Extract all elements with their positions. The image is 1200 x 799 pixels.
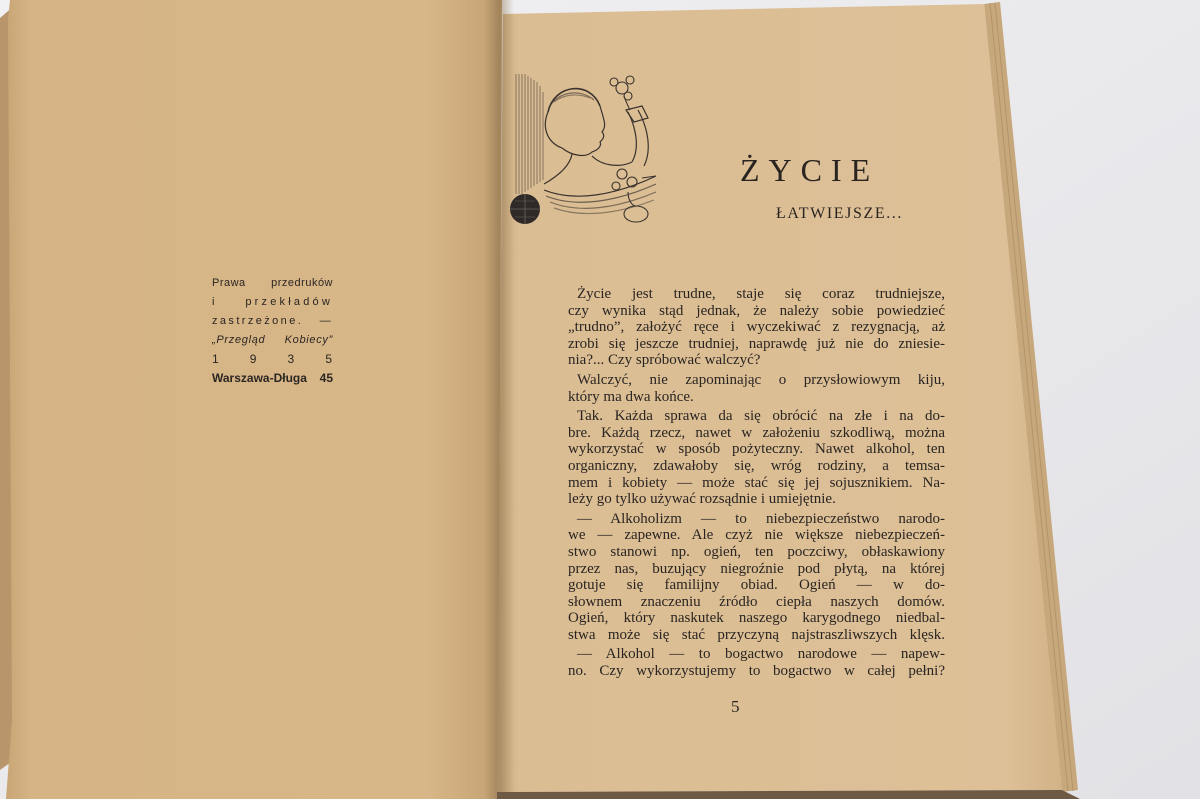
imprint-block xyxy=(212,274,333,388)
paragraph xyxy=(568,408,945,508)
text-line: stwo stanowi np. ogień, ten poczciwy, obłaskawiony xyxy=(568,543,945,560)
text-line: organiczny, zdawałoby się, wróg rodziny, a temsa- xyxy=(568,457,945,474)
text-line: Ogień, który naskutek naszego karygodnego niedbal- xyxy=(568,610,945,627)
text-line: wykorzystać w sposób pożyteczny. Nawet alkohol, ten xyxy=(568,441,945,458)
text-line: bre. Każdą rzecz, nawet w założeniu szkodliwą, można xyxy=(568,424,945,441)
hatching xyxy=(516,74,543,194)
woman-with-flower-illustration xyxy=(510,66,662,231)
text-line: zrobi się jeszcze trudniej, naprawdę już nie do zniesie- xyxy=(568,335,945,352)
chapter-title: ŻYCIE xyxy=(740,152,880,188)
text-line: we — zapewne. Ale czyż nie większe niebezpieczeń- xyxy=(568,527,945,544)
text-line: Walczyć, nie zapominając o przysłowiowym kiju, xyxy=(577,371,945,388)
imprint-year: 1 9 3 5 xyxy=(212,352,333,366)
page-number: 5 xyxy=(731,697,740,716)
text-line: leży go tylko używać rozsądnie i umiejętnie. xyxy=(568,491,836,508)
text-line: Tak. Każda sprawa da się obrócić na złe i na do- xyxy=(577,408,945,425)
paragraph xyxy=(568,286,945,369)
text-line: nia?... Czy spróbować walczyć? xyxy=(568,352,761,369)
text-line: gotuje się familijny obiad. Ogień — w do- xyxy=(568,577,945,594)
woman-figure xyxy=(544,89,656,214)
imprint-line: „Przegląd Kobiecy” xyxy=(212,334,333,346)
text-line: „trudno”, założyć ręce i wyczekiwać z rezygnacją, aż xyxy=(568,319,945,336)
chapter-subtitle: ŁATWIEJSZE... xyxy=(776,205,904,222)
paragraph xyxy=(568,646,945,679)
imprint-line: Prawa przedruków xyxy=(212,277,333,289)
left-page xyxy=(6,0,502,799)
imprint-address: Warszawa-Długa 45 xyxy=(212,371,333,385)
text-line: Życie jest trudne, staje się coraz trudniejsze, xyxy=(577,286,945,302)
text-line: słownem znaczeniu źródło ciepła naszych domów. xyxy=(568,593,945,610)
text-line: — Alkohol — to bogactwo narodowe — napew- xyxy=(577,646,945,663)
text-line: no. Czy wykorzystujemy to bogactwo w całej pełni? xyxy=(568,663,945,680)
paragraph xyxy=(568,372,945,405)
body-text xyxy=(568,286,945,683)
text-line: mem i kobiety — może stać się jej sojusznikiem. Na- xyxy=(568,474,945,491)
text-line: czy wynika stąd jednak, że należy sobie powiedzieć xyxy=(568,302,945,319)
text-line: stwa może się stać przyczyną najstraszliwszych klęsk. xyxy=(568,626,945,643)
text-line: — Alkoholizm — to niebezpieczeństwo narodo- xyxy=(577,510,945,527)
imprint-line: zastrzeżone. — xyxy=(212,315,333,327)
text-line: przez nas, buzujący niegroźnie pod płytą, na której xyxy=(568,560,945,577)
imprint-line: i przekładów xyxy=(212,296,333,308)
text-line: który ma dwa końce. xyxy=(568,388,694,405)
paragraph xyxy=(568,511,945,644)
dark-circle-ornament xyxy=(510,194,540,224)
